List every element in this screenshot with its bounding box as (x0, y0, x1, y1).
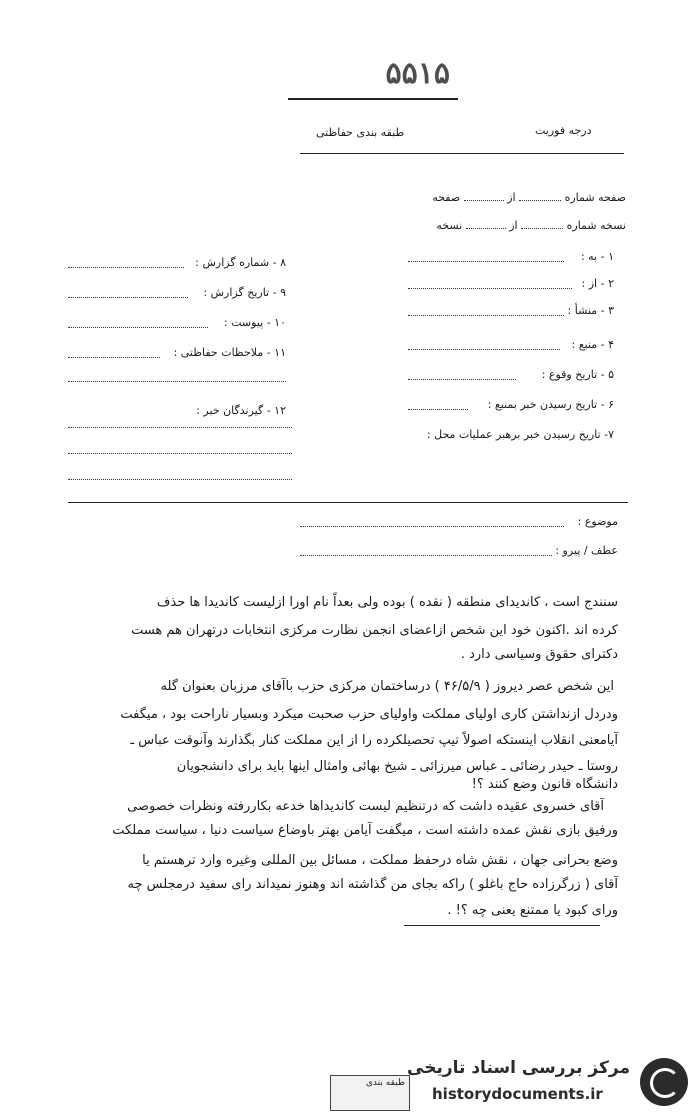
page-unit: صفحه (432, 191, 461, 204)
body-line: آقای ( زرگرزاده حاج باغلو ) راکه بجای من گذاشته اند وهنوز نمیداند رای سفید درمجلس چه (127, 877, 618, 892)
body-line: ودردل ازنداشتن کاری اولیای مملکت واولیای حزب صحبت میکرد وبسیار ناراحت بود ، میگفت (120, 707, 618, 722)
body-line: دانشگاه قانون وضع کنند ؟! (471, 777, 618, 792)
field-attachment: ۱۰ - پیوست : (223, 316, 286, 329)
body-line: این شخص عصر دیروز ( ۴۶/۵/۹ ) درساختمان مرکزی حزب باآقای مرزبان بعنوان گله (160, 679, 614, 694)
copy-unit: نسخه (436, 219, 463, 232)
copy-label: نسخه شماره (566, 219, 626, 232)
classification-stamp (288, 52, 458, 100)
field-report-date: ۹ - تاریخ گزارش : (203, 286, 286, 299)
body-line: روستا ـ حیدر رضائی ـ عباس میرزائی ـ شیخ بهائی وامثال اینها باید برای دانشجویان (176, 759, 618, 774)
field-news-to-source: ۶ - تاریخ رسیدن خبر بمنبع : (487, 398, 614, 411)
body-line: سنندج است ، کاندیدای منطقه ( نقده ) بوده ولی بعداً نام اورا ازلیست کاندیدا ها حذف (156, 595, 618, 610)
reference-label: عطف / پیرو : (555, 544, 618, 557)
body-line: آیامعنی انقلاب اینستکه اصولاً تیپ تحصیلکرده را از این مملکت کنار بگذارند وآنوقت عباس ـ (130, 733, 618, 748)
field-report-number: ۸ - شماره گزارش : (195, 256, 286, 269)
body-line: وضع بحرانی جهان ، نقش شاه درحفظ مملکت ، مسائل بین المللی وغیره وارد ترهستم یا (142, 853, 618, 868)
body-line: ورای کبود یا ممتنع یعنی چه ؟! . (447, 903, 618, 918)
header-divider (300, 153, 624, 154)
archive-logo-icon (640, 1058, 688, 1106)
field-origin: ۳ - منشأ : (567, 304, 614, 317)
copy-counter (400, 218, 626, 232)
stamp-text: ۵۵۱۵ (385, 56, 450, 91)
field-recipients: ۱۲ - گیرندگان خبر : (196, 404, 286, 417)
field-news-to-leader: ۷- تاریخ رسیدن خبر برهبر عملیات محل : (426, 428, 614, 441)
priority-label: درجه فوریت (535, 124, 592, 137)
page-counter (400, 190, 626, 204)
footer-classification-stamp (330, 1075, 410, 1111)
field-event-date: ۵ - تاریخ وقوع : (541, 368, 614, 381)
subject-label: موضوع : (577, 515, 618, 528)
page-of: از (507, 191, 516, 204)
field-to: ۱ - به : (580, 250, 614, 263)
body-line: ورفیق بازی نقش عمده داشته است ، میگفت آیامن بهتر باوضاع سیاست دنیا ، سیاست مملکت (112, 823, 618, 838)
body-line: کرده اند .اکنون خود این شخص ازاعضای انجمن نظارت مرکزی انتخابات درتهران هم هست (131, 623, 618, 638)
footer-stamp-label: طبقه بندی (365, 1078, 405, 1088)
field-security-notes: ۱۱ - ملاحظات حفاظتی : (173, 346, 286, 359)
field-source: ۴ - منبع : (571, 338, 614, 351)
form-divider (68, 502, 628, 503)
end-rule (404, 925, 600, 926)
field-from: ۲ - از : (581, 277, 614, 290)
copy-of: از (509, 219, 518, 232)
watermark-url: historydocuments.ir (432, 1085, 603, 1103)
body-line: دکترای حقوق وسیاسی دارد . (460, 647, 618, 662)
classification-label: طبقه بندی حفاظتی (316, 126, 405, 139)
body-line: آقای خسروی عقیده داشت که درتنظیم لیست کاندیداها خدعه بکاررفته ونظرات خصوصی (127, 799, 604, 814)
page-label: صفحه شماره (564, 191, 626, 204)
watermark-title: مرکز بررسی اسناد تاریخی (407, 1058, 630, 1078)
